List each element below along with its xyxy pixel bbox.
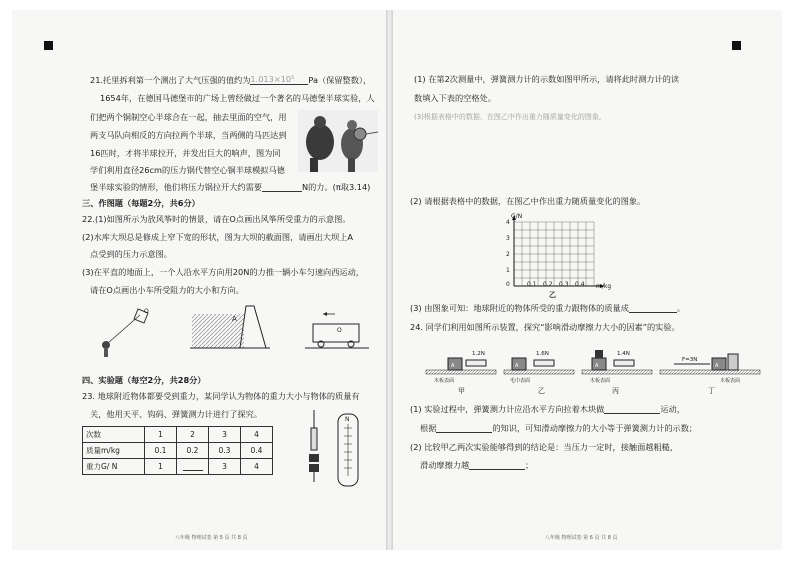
table-row [83,459,273,475]
q24-2a: (2) 比较甲乙两次实验能够得到的结论是：当压力一定时，接触面越粗糙， [410,442,679,452]
weight-answer-cell[interactable] [177,459,209,475]
graph-ytick: 2 [506,251,510,258]
table-row [83,427,273,443]
dam-figure [190,300,270,350]
q23-1-line2: 数填入下表的空格处。 [414,93,496,103]
graph-origin: 0 [506,281,510,288]
table-cell: 质量m/kg [83,443,145,459]
q21-blank-pressure: 1.013×10⁵ [250,74,308,85]
q22-part3b: 请在O点画出小车所受阻力的大小和方向。 [90,285,244,295]
mass-weight-table [82,426,273,475]
section4-heading: 四、实验题（每空2分，共28分） [82,375,206,385]
q24-1a: (1) 实验过程中，弹簧测力计应沿水平方向拉着木块做 运动， [410,404,685,414]
figure-caption-yi: 乙 [538,387,545,395]
q21-line2: 1654年，在德国马德堡市的广场上曾经做过一个著名的马德堡半球实验，人 [100,93,375,103]
surface-label: 木板表面 [720,378,741,384]
table-cell: 3 [209,459,241,475]
right-page-footer: 八年级 物理试卷 第 6 页 共 8 页 [545,535,618,541]
table-cell: 0.3 [209,443,241,459]
table-row [83,443,273,459]
q23-3-answer-blank[interactable] [629,312,677,313]
q24-2b: 滑动摩擦力越 ； [420,460,534,470]
kite-point-o: O [144,308,149,315]
figure-caption-jia: 甲 [458,387,465,395]
q21-line4: 两支马队向相反的方向拉两个半球，当两侧的马匹达到 [90,130,287,140]
registration-mark-left [44,41,53,50]
q21-line7: 堡半球实验的情形，他们将压力锅拉开大约需要 N的力。(π取3.14) [90,182,371,192]
graph-ytick: 1 [506,267,510,274]
surface-label: 毛巾表面 [510,378,531,384]
q23-3-line: (3) 由图象可知：地球附近的物体所受的重力跟物体的质量成 。 [410,303,686,313]
q23-2-line: (2) 请根据表格中的数据，在图乙中作出重力随质量变化的图象。 [410,196,646,206]
table-cell: 1 [145,459,177,475]
q24-1a-answer-blank[interactable] [604,413,660,414]
table-cell: 0.1 [145,443,177,459]
table-cell: 1 [145,427,177,443]
dam-point-a: A [232,315,237,323]
figure-caption-bing: 丙 [612,387,619,395]
bleed-through-text: (3)根据表格中的数据，在图乙中作出重力随质量变化的图象。 [414,113,606,121]
q21-line5: 16匹时，才将半球拉开，并发出巨大的响声，图为同 [90,148,281,158]
cart-point-o: O [337,327,342,334]
q23-line2: 关，他用天平、钩码、弹簧测力计进行了探究。 [90,409,262,419]
magdeburg-photo [298,110,378,172]
block-a-label: A [595,363,599,369]
block-a-label: A [515,363,519,369]
graph-ytick: 3 [506,235,510,242]
q24-line1: 24. 同学们利用如图所示装置，探究“影响滑动摩擦力大小的因素”的实验。 [410,322,680,332]
registration-mark-right [732,41,741,50]
force-label-yi: 1.6N [536,351,549,357]
block-a-label: A [451,363,455,369]
scale-unit-n: N [345,416,350,423]
graph-caption: 乙 [549,291,556,299]
q21-line1: 21.托里拆利第一个测出了大气压强的值约为1.013×10⁵ Pa（保留整数）， [90,74,372,85]
left-page-footer: 八年级 物理试卷 第 5 页 共 8 页 [175,535,248,541]
force-label-jia: 1.2N [472,351,485,357]
q22-part2b: 点受到的压力示意图。 [90,249,172,259]
q22-part3a: (3)在平直的地面上，一个人沿水平方向用20N的力推一辆小车匀速向西运动， [82,267,364,277]
friction-apparatus-figure [424,340,764,380]
graph-xtick: 0.3 [559,281,569,288]
figure-caption-ding: 丁 [708,387,715,395]
table-cell: 4 [241,427,273,443]
q24-2b-answer-blank[interactable] [469,469,525,470]
table-cell: 重力G/ N [83,459,145,475]
graph-xtick: 0.2 [543,281,553,288]
table-cell: 0.4 [241,443,273,459]
surface-label: 木板表面 [434,378,455,384]
q23-line1: 23. 地球附近物体都要受到重力，某同学认为物体的重力大小与物体的质量有 [82,391,360,401]
table-cell: 次数 [83,427,145,443]
graph-xtick: 0.1 [527,281,537,288]
spring-balance-figure [300,410,370,490]
page-gutter [386,10,393,550]
q22-part2a: (2)水库大坝总是修成上窄下宽的形状，图为大坝的截面图，请画出大坝上A [82,232,354,242]
graph-y-label: G/N [511,213,523,220]
graph-ytick: 4 [506,219,510,226]
table-cell: 0.2 [177,443,209,459]
block-a-label: A [715,363,719,369]
q24-1b-answer-blank[interactable] [436,432,492,433]
force-label-bing: 1.4N [617,351,630,357]
graph-xtick: 0.4 [575,281,585,288]
q21-blank-force[interactable] [262,191,302,192]
q24-1b: 根据 的知识，可知滑动摩擦力的大小等于弹簧测力计的示数； [420,423,698,433]
surface-label: 木板表面 [590,378,611,384]
q21-line6: 学们利用直径26cm的压力锅代替空心铜半球模拟马德 [90,165,285,175]
table-cell: 3 [209,427,241,443]
force-label-ding: F=3N [682,357,698,363]
table-cell: 4 [241,459,273,475]
kite-figure [94,305,164,357]
q22-part1: 22.(1)如图所示为放风筝时的情景，请在O点画出风筝所受重力的示意图。 [82,214,351,224]
table-cell: 2 [177,427,209,443]
q23-1-line1: (1) 在第2次测量中，弹簧测力计的示数如图甲所示，请将此时测力计的读 [414,74,680,84]
graph-x-label: m/kg [596,283,612,290]
q21-line3: 们把两个铜制空心半球合在一起，抽去里面的空气，用 [90,112,287,122]
section3-heading: 三、作图题（每题2分，共6分） [82,198,200,208]
